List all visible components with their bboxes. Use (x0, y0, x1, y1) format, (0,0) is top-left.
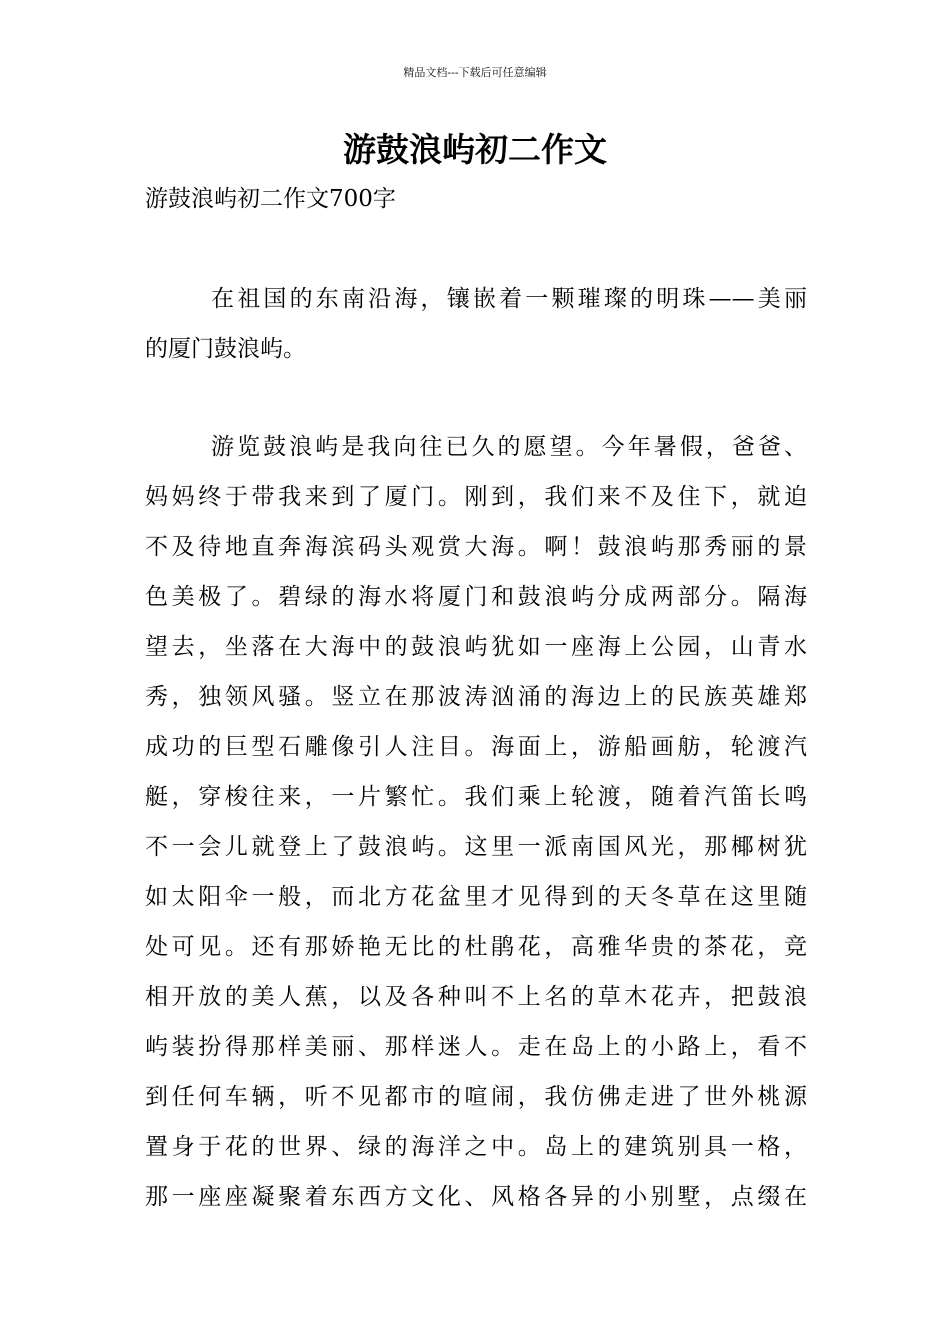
paragraph-line: 秀，独领风骚。竖立在那波涛汹涌的海边上的民族英雄郑 (145, 684, 807, 710)
paragraph-line: 在祖国的东南沿海，镶嵌着一颗璀璨的明珠——美丽 (211, 286, 807, 312)
paragraph-line: 色美极了。碧绿的海水将厦门和鼓浪屿分成两部分。隔海 (145, 584, 807, 610)
paragraph-line: 妈妈终于带我来到了厦门。刚到，我们来不及住下，就迫 (145, 484, 807, 510)
paragraph-line: 不及待地直奔海滨码头观赏大海。啊！鼓浪屿那秀丽的景 (145, 534, 807, 560)
paragraph-line: 成功的巨型石雕像引人注目。海面上，游船画舫，轮渡汽 (145, 734, 807, 760)
document-title: 游鼓浪屿初二作文 (343, 130, 607, 169)
paragraph-line: 游览鼓浪屿是我向往已久的愿望。今年暑假，爸爸、 (211, 434, 807, 460)
paragraph-line: 不一会儿就登上了鼓浪屿。这里一派南国风光，那椰树犹 (145, 834, 807, 860)
paragraph-line: 置身于花的世界、绿的海洋之中。岛上的建筑别具一格， (145, 1134, 807, 1160)
paragraph-line: 屿装扮得那样美丽、那样迷人。走在岛上的小路上，看不 (145, 1034, 807, 1060)
paragraph-line: 艇，穿梭往来，一片繁忙。我们乘上轮渡，随着汽笛长鸣 (145, 784, 807, 810)
paragraph-line: 处可见。还有那娇艳无比的杜鹃花，高雅华贵的茶花，竞 (145, 934, 807, 960)
paragraph-line: 的厦门鼓浪屿。 (145, 336, 306, 362)
paragraph-line: 望去，坐落在大海中的鼓浪屿犹如一座海上公园，山青水 (145, 634, 807, 660)
paragraph-1 (145, 274, 807, 374)
document-subtitle: 游鼓浪屿初二作文700字 (145, 186, 396, 212)
paragraph-line: 相开放的美人蕉，以及各种叫不上名的草木花卉，把鼓浪 (145, 984, 807, 1010)
paragraph-line: 那一座座凝聚着东西方文化、风格各异的小别墅，点缀在 (145, 1184, 807, 1210)
paragraph-line: 如太阳伞一般，而北方花盆里才见得到的天冬草在这里随 (145, 884, 807, 910)
page-header: 精品文档---下载后可任意编辑 (403, 66, 547, 79)
paragraph-line: 到任何车辆，听不见都市的喧闹，我仿佛走进了世外桃源 (145, 1084, 807, 1110)
paragraph-2 (145, 422, 807, 1222)
